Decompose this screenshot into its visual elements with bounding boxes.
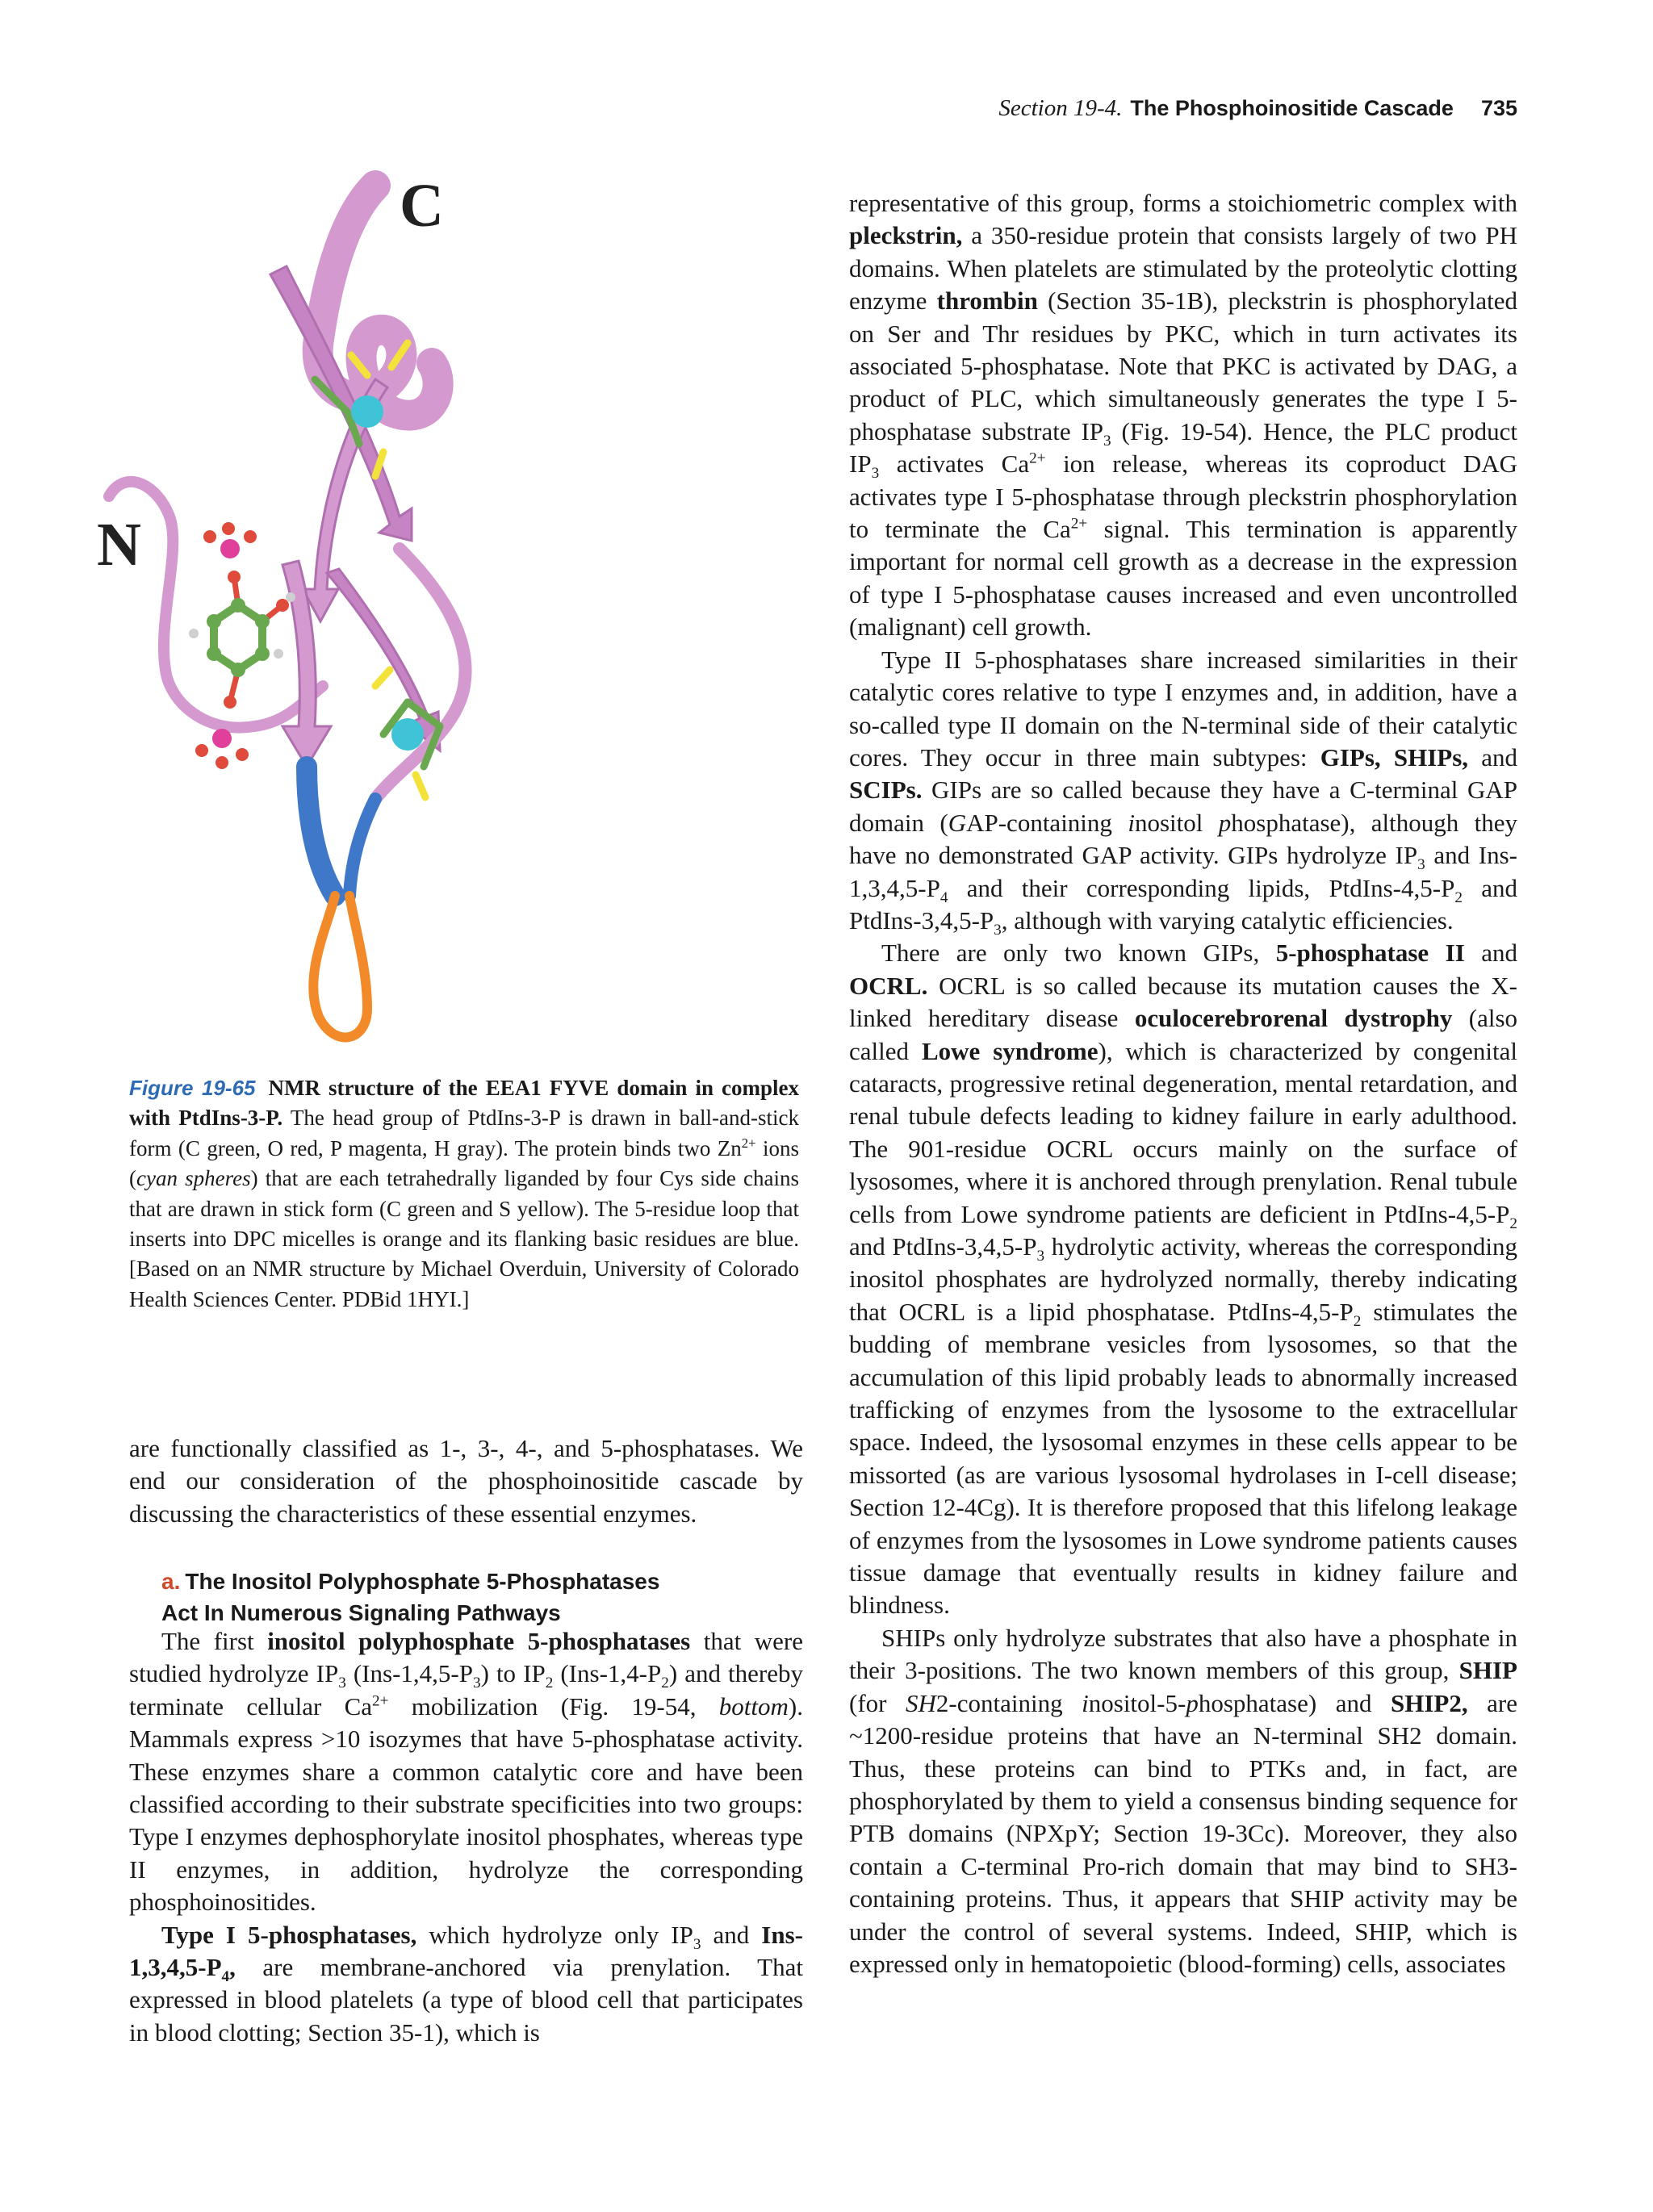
right-column [849, 187, 1517, 1980]
left-column-intro [129, 1432, 803, 1530]
running-header [998, 95, 1517, 136]
micelle-insert-loop [313, 896, 367, 1037]
paragraph: SHIPs only hydrolyze substrates that also have a phosphate in their 3-positions. The two known members of this group, SHIP (for SH2-containing inositol-5-phosphatase) and SHIP2, are ~1200-residue proteins that have an N-terminal SH2 domain. Thus, these proteins can bind to PTKs and, in fact, are phosphorylated by them to yield a consensus binding sequence for PTB domains (NPXpY; Section 19-3Cc). Moreover, they also contain a C-terminal Pro-rich domain that may bind to SH3-containing proteins. Thus, it appears that SHIP activity may be under the control of several systems. Indeed, SHIP, which is expressed only in hematopoietic (blood-forming) cells, associates [849, 1623, 1517, 1978]
figure-label-n: N [97, 511, 141, 579]
paragraph: There are only two known GIPs, 5-phosphatase II and OCRL. OCRL is so called because its mutation causes the X-linked hereditary disease oculocerebrorenal dystrophy (also called Lowe syndrome), which is characterized by congenital cataracts, progressive retinal degeneration, mental retardation, and renal tubule defects leading to kidney failure in early adulthood. The 901-residue OCRL occurs mainly on the surface of lysosomes, where it is anchored through prenylation. Renal tubule cells from Lowe syndrome patients are deficient in PtdIns-$4,5-P_2$ and PtdIns-$3,4,5-P_3$ hydrolytic activity, whereas the corresponding inositol phosphates are hydrolyzed normally, thereby indicating that OCRL is a lipid phosphatase. PtdIns-$4,5-P_2$ stimulates the budding of membrane vesicles from lysosomes, so that the accumulation of this lipid probably leads to abnormally increased trafficking of enzymes from the lysosome to the extracellular space. Indeed, the lysosomal enzymes in these cells appear to be missorted (as are various lysosomal hydrolases in I-cell disease; Section 12-4Cg). It is therefore proposed that this lifelong leakage of enzymes from the lysosomes in Lowe syndrome patients causes tissue damage that eventually results in kidney failure and blindness. [849, 939, 1518, 1620]
page-number: 735 [1480, 96, 1517, 120]
basic-residues-right [349, 799, 375, 896]
left-column-body [129, 1625, 803, 2049]
fyve-domain-illustration [97, 169, 815, 1057]
paragraph: representative of this group, forms a stoichiometric complex with pleckstrin, a 350-residue protein that consists largely of two PH domains. When platelets are stimulated by the proteolytic clotting enzyme thrombin (Section 35-1B), pleckstrin is phosphorylated on Ser and Thr residues by PKC, which in turn activates its associated 5-phosphatase. Note that PKC is activated by DAG, a product of PLC, which simultaneously generates the type I 5-phosphatase substrate $IP_3$ (Fig. 19-54). Hence, the PLC product $IP_3$ activates $Ca^{2+}$ ion release, whereas its coproduct DAG activates type I 5-phosphatase through pleckstrin phosphorylation to terminate the $Ca^{2+}$ signal. This termination is apparently important for normal cell growth as a decrease in the expression of type I 5-phosphatase causes increased and even uncontrolled (malignant) cell growth. [849, 189, 1517, 642]
paragraph: Type I 5-phosphatases, which hydrolyze only $IP_3$ and Ins-$1,3,4,5-P_4$, are membrane-anchored via prenylation. That expressed in blood platelets (a type of blood cell that participates in blood clotting; Section 35-1), which is [129, 1920, 803, 2047]
figure-caption-title: NMR structure of the EEA1 FYVE domain in complex with PtdIns-3-P. [129, 1076, 800, 1131]
header-section: Section 19-4. [998, 95, 1123, 121]
paragraph: The first inositol polyphosphate 5-phosphatases that were studied hydrolyze $IP_3$ $(Ins-1,4,5-P_3)$ to $IP_2$ $(Ins-1,4-P_2)$ and thereby terminate cellular $Ca^{2+}$ mobilization (Fig. 19-54, bottom). Mammals express >10 isozymes that have 5-phosphatase activity. These enzymes share a common catalytic core and have been classified according to their substrate specificities into two groups: Type I enzymes dephosphorylate inositol phosphates, whereas type II enzymes, in addition, hydrolyze the corresponding phosphoinositides. [129, 1627, 803, 1917]
figure-caption: Figure 19-65 NMR structure of the EEA1 FYVE domain in complex with PtdIns-3-P. The head group of PtdIns-3-P is drawn in ball-and-stick form (C green, O red, P magenta, H gray). The protein binds two $Zn^{2+}$ ions (cyan spheres) that are each tetrahedrally liganded by four Cys side chains that are drawn in stick form (C green and S yellow). The 5-residue loop that inserts into DPC micelles is orange and its flanking basic residues are blue. [Based on an NMR structure by Michael Overduin, University of Colorado Health Sciences Center. PDBid 1HYI.] [129, 1076, 800, 1311]
beta-strand-4 [327, 569, 440, 751]
figure-label: Figure 19-65 [129, 1076, 256, 1100]
protein-structure-figure [97, 169, 815, 1057]
section-subheading: a. The Inositol Polyphosphate 5-Phosphatases Act In Numerous Signaling Pathways [161, 1569, 660, 1625]
paragraph: are functionally classified as 1-, 3-, 4-, and 5-phosphatases. We end our consideration of the phosphoinositide cascade by discussing the characteristics of these essential enzymes. [129, 1434, 803, 1528]
header-title: The Phosphoinositide Cascade [1130, 96, 1454, 120]
figure-label-c: C [400, 172, 444, 240]
subheading-letter: a. [161, 1569, 181, 1594]
paragraph: Type II 5-phosphatases share increased similarities in their catalytic cores relative to type I enzymes and, in addition, have a so-called type II domain on the N-terminal side of their catalytic cores. They occur in three main subtypes: GIPs, SHIPs, and SCIPs. GIPs are so called because they have a C-terminal GAP domain (GAP-containing inositol phosphatase), although they have no demonstrated GAP activity. GIPs hydrolyze $IP_3$ and Ins-$1,3,4,5-P_4$ and their corresponding lipids, PtdIns-$4,5-P_2$ and PtdIns-$3,4,5-P_3$, although with varying catalytic efficiencies. [849, 645, 1518, 939]
basic-residues-left [307, 767, 335, 896]
